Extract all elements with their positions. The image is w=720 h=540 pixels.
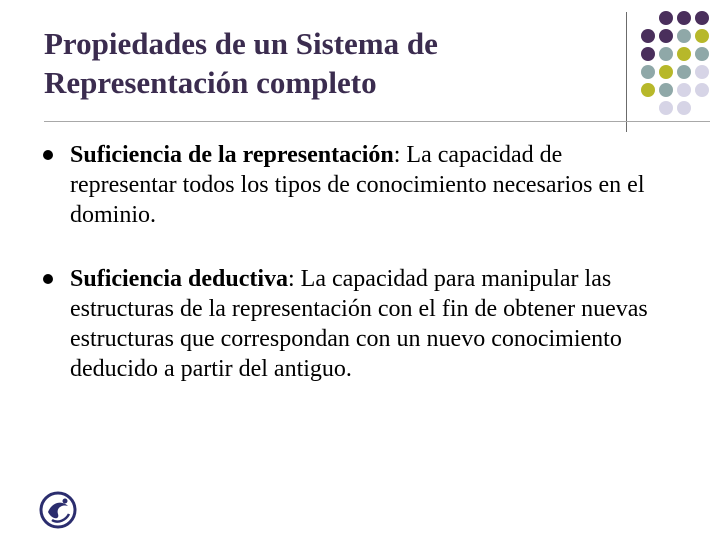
title-line-2: Representación completo: [44, 65, 377, 100]
decorative-dot: [659, 29, 673, 43]
decorative-dot: [677, 65, 691, 79]
decorative-dot: [641, 65, 655, 79]
decorative-dot: [677, 101, 691, 115]
bullet-text: : La capacidad de representar todos los tipos de conocimiento necesarios en el dominio.: [70, 142, 645, 228]
decorative-dot: [659, 47, 673, 61]
decorative-dot-grid: [638, 10, 718, 120]
bullet-term: Suficiencia de la representación: [70, 142, 394, 168]
decorative-dot: [677, 29, 691, 43]
decorative-dot: [659, 11, 673, 25]
horizontal-divider: [44, 121, 710, 122]
university-logo-icon: [38, 490, 78, 530]
decorative-dot: [659, 101, 673, 115]
decorative-dot: [659, 83, 673, 97]
decorative-dot: [695, 47, 709, 61]
bullet-term: Suficiencia deductiva: [70, 266, 289, 292]
decorative-dot: [677, 47, 691, 61]
bullet-text: : La capacidad para manipular las estructuras de la representación con el fin de obtener nuevas estructuras que correspondan con un nuevo conocimiento deducido a partir del antiguo.: [70, 266, 648, 382]
vertical-divider: [626, 12, 627, 132]
decorative-dot: [695, 29, 709, 43]
bullet-item-representation: [40, 140, 670, 230]
bullet-list: [40, 140, 670, 418]
decorative-dot: [695, 83, 709, 97]
decorative-dot: [659, 65, 673, 79]
decorative-dot: [695, 11, 709, 25]
bullet-item-deductive: [40, 264, 670, 384]
bullet-marker: [43, 274, 53, 284]
decorative-dot: [677, 11, 691, 25]
decorative-dot: [641, 83, 655, 97]
bullet-marker: [43, 150, 53, 160]
decorative-dot: [677, 83, 691, 97]
decorative-dot: [641, 47, 655, 61]
decorative-dot: [641, 29, 655, 43]
title-line-1: Propiedades de un Sistema de: [44, 26, 438, 61]
decorative-dot: [695, 65, 709, 79]
slide-title: [44, 24, 604, 102]
